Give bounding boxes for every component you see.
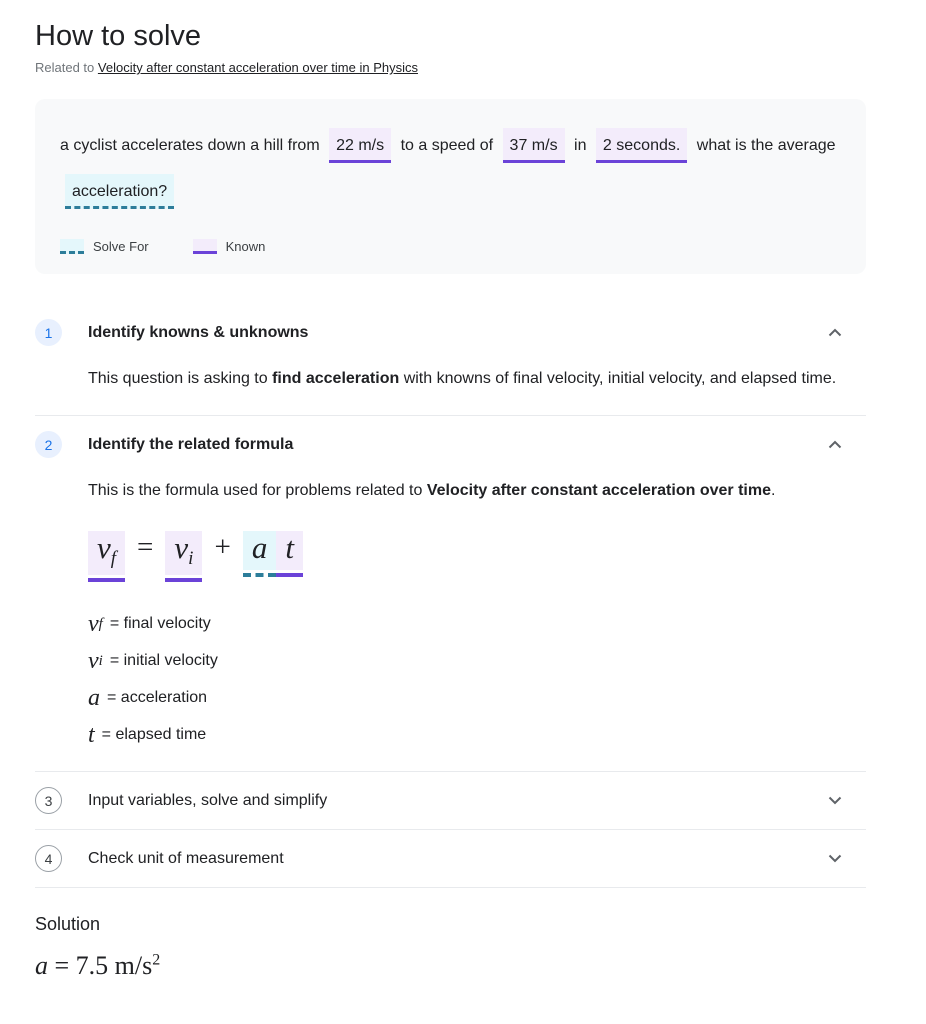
legend-item-known (193, 239, 266, 254)
known-highlight-final-velocity: 37 m/s (503, 128, 565, 163)
problem-segment: a cyclist accelerates down a hill from (60, 137, 320, 154)
variable-row-a: a = acceleration (88, 685, 208, 711)
solve-for-swatch-icon (60, 239, 84, 254)
step-number-badge: 2 (35, 431, 62, 458)
solution-section (35, 914, 866, 981)
problem-card (35, 99, 866, 274)
step-4-header[interactable] (35, 830, 866, 887)
step-number-badge: 3 (35, 787, 62, 814)
formula-token-vi: vi (165, 531, 202, 582)
variable-row-vf: v f = final velocity (88, 611, 211, 637)
known-swatch-icon (193, 239, 217, 254)
step-number-badge: 1 (35, 319, 62, 346)
page-title: How to solve (35, 20, 202, 52)
variable-definitions (88, 610, 866, 749)
equals-sign: = (137, 531, 154, 563)
divider (35, 887, 866, 888)
problem-text (60, 123, 848, 215)
solution-value: = 7.5 m/s (48, 951, 153, 980)
step-1-title: Identify knowns & unknowns (88, 323, 309, 341)
solution-expression (35, 951, 866, 981)
legend-item-solve-for (60, 239, 149, 254)
steps-accordion (35, 304, 866, 888)
step-3-title: Input variables, solve and simplify (88, 791, 328, 809)
related-line (35, 60, 866, 75)
problem-segment: in (574, 137, 587, 154)
chevron-down-icon[interactable] (828, 854, 842, 863)
step-1-header[interactable] (35, 304, 866, 361)
step-1-body-bold: find acceleration (272, 370, 400, 387)
legend-label: Known (225, 239, 266, 254)
step-4-title: Check unit of measurement (88, 849, 284, 867)
step-3-header[interactable] (35, 772, 866, 829)
formula-token-vf: vf (88, 531, 125, 582)
step-2-body-text: . (770, 482, 776, 499)
problem-segment: what is the average (696, 137, 836, 154)
step-number-badge: 4 (35, 845, 62, 872)
chevron-up-icon[interactable] (828, 440, 842, 449)
known-highlight-time: 2 seconds. (596, 128, 687, 163)
related-prefix: Related to (35, 60, 95, 75)
step-1-body-text: This question is asking to (88, 370, 273, 387)
variable-row-t: t = elapsed time (88, 722, 207, 748)
formula (88, 531, 866, 582)
step-2-body-bold: Velocity after constant acceleration over time (426, 482, 771, 499)
related-topic-link[interactable]: Velocity after constant acceleration over time in Physics (97, 60, 418, 75)
problem-segment: to a speed of (400, 137, 494, 154)
solution-variable: a (35, 951, 48, 980)
known-highlight-initial-velocity: 22 m/s (329, 128, 391, 163)
step-1-body (88, 365, 866, 393)
plus-sign: + (214, 531, 231, 563)
step-1-body-text: with knowns of final velocity, initial velocity, and elapsed time. (399, 370, 837, 387)
step-2-header[interactable] (35, 416, 866, 473)
legend (60, 239, 848, 254)
step-2-body-text: This is the formula used for problems related to (88, 482, 427, 499)
step-2-title: Identify the related formula (88, 435, 294, 453)
formula-token-a: a (243, 531, 277, 577)
legend-label: Solve For (93, 239, 149, 254)
solution-exponent: 2 (152, 951, 161, 969)
chevron-down-icon[interactable] (828, 796, 842, 805)
variable-row-vi: v i = initial velocity (88, 648, 218, 674)
formula-token-t: t (276, 531, 303, 577)
chevron-up-icon[interactable] (828, 328, 842, 337)
solution-heading: Solution (35, 914, 101, 934)
step-2-body (88, 477, 866, 749)
solve-for-highlight-acceleration: acceleration? (65, 174, 174, 209)
